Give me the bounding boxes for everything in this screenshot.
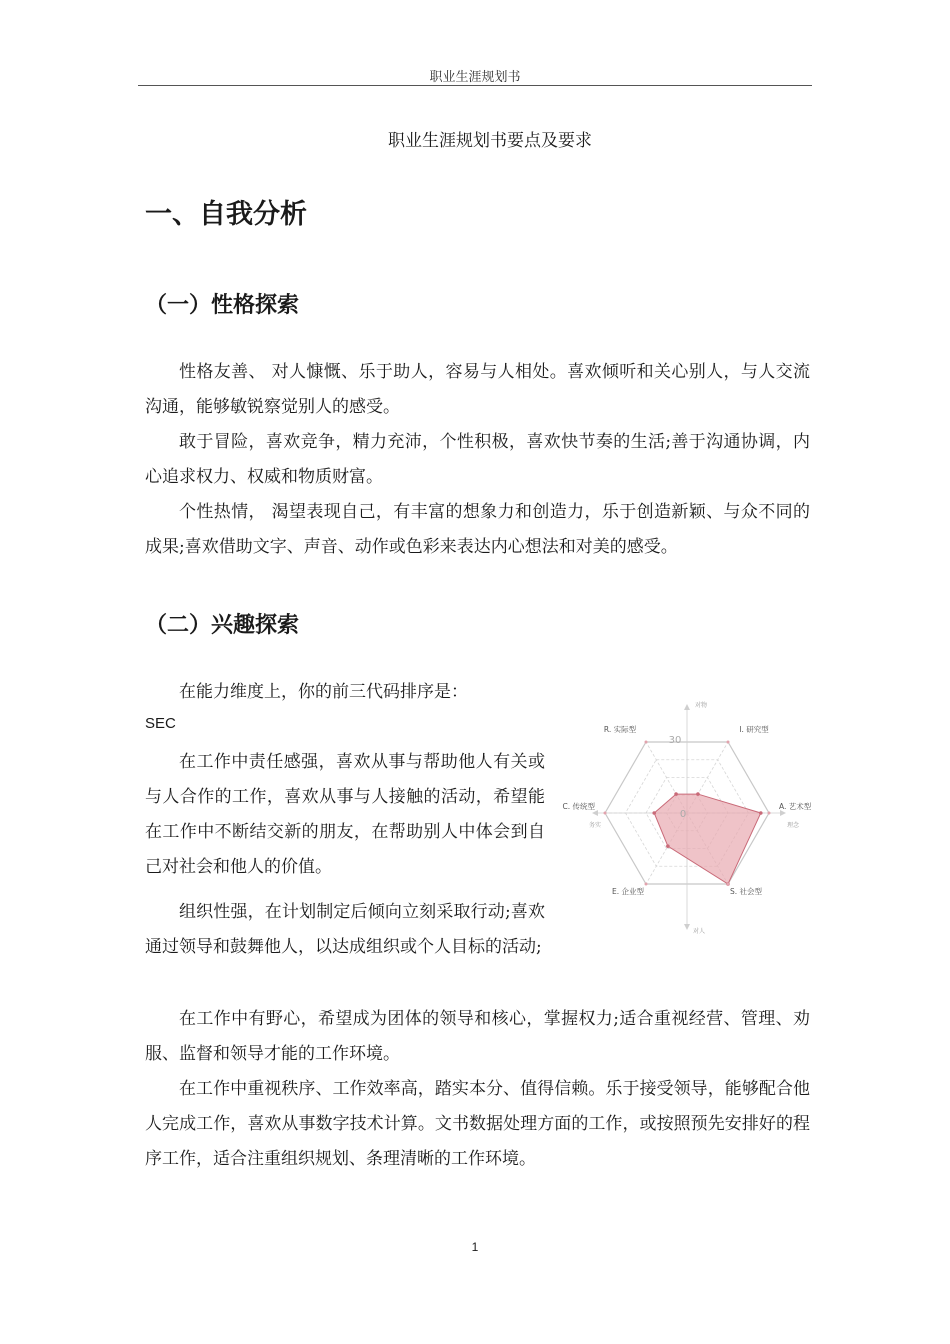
radar-category-label: R. 实际型 <box>603 724 637 734</box>
holland-code: SEC <box>145 715 176 732</box>
radar-vertex-dot <box>604 812 607 815</box>
radar-point <box>652 811 656 815</box>
page-header: 职业生涯规划书 <box>429 70 521 85</box>
subheading-personality: （一）性格探索 <box>145 293 300 318</box>
paragraph: 个性热情， 渴望表现自己，有丰富的想象力和创造力，乐于创造新颖、与众不同的成果;喜欢借助文字、声音、动作或色彩来表达内心想法和对美的感受。 <box>145 502 810 557</box>
header-rule <box>138 85 812 86</box>
paragraph: 在工作中责任感强，喜欢从事与帮助他人有关或与人合作的工作，喜欢从事与人接触的活动，希望能在工作中不断结交新的朋友，在帮助别人中体会到自己对社会和他人的价值。 <box>145 752 545 877</box>
radar-point <box>696 792 700 796</box>
axis-arrow-up <box>684 704 690 710</box>
radar-category-label: A. 艺术型 <box>779 802 812 811</box>
radar-vertex-dot <box>727 883 730 886</box>
holland-radar-chart <box>555 695 820 940</box>
paragraph: 在工作中重视秩序、工作效率高，踏实本分、值得信赖。乐于接受领导，能够配合他人完成工作，喜欢从事数字技术计算。文书数据处理方面的工作，或按照预先安排好的程序工作，适合注重组织规划、条理清晰的工作环境。 <box>145 1079 810 1169</box>
subheading-interest: （二）兴趣探索 <box>145 613 300 638</box>
radar-category-label: C. 传统型 <box>562 802 595 811</box>
paragraph: 性格友善、 对人慷慨、乐于助人，容易与人相处。喜欢倾听和关心别人，与人交流沟通，能够敏锐察觉别人的感受。 <box>145 362 810 417</box>
radar-vertex-dot <box>645 883 648 886</box>
axis-label-top: 对物 <box>694 702 708 709</box>
radar-point <box>666 844 670 848</box>
axis-label-left: 务实 <box>588 822 602 829</box>
radar-vertex-dot <box>768 812 771 815</box>
radar-point <box>759 811 763 815</box>
radar-data-area <box>654 794 761 884</box>
radar-vertex-dot <box>727 740 730 743</box>
axis-label-right: 理念 <box>786 822 800 829</box>
paragraph: 在工作中有野心，希望成为团体的领导和核心，掌握权力;适合重视经营、管理、劝服、监督和领导才能的工作环境。 <box>145 1009 810 1064</box>
radar-category-label: S. 社会型 <box>729 887 763 897</box>
paragraph: 在能力维度上，你的前三代码排序是： <box>179 682 468 702</box>
radar-category-label: E. 企业型 <box>611 887 645 897</box>
section-heading-self-analysis: 一、自我分析 <box>145 199 307 230</box>
paragraph: 组织性强，在计划制定后倾向立刻采取行动;喜欢通过领导和鼓舞他人，以达成组织或个人目标的活动; <box>145 902 545 957</box>
paragraph: 敢于冒险，喜欢竞争，精力充沛，个性积极，喜欢快节奏的生活;善于沟通协调，内心追求权力、权威和物质财富。 <box>145 432 810 487</box>
tick-label-min: 0 <box>679 809 687 820</box>
radar-category-label: I. 研究型 <box>739 724 769 734</box>
radar-point <box>674 792 678 796</box>
tick-label-max: 30 <box>668 735 682 746</box>
page-number: 1 <box>471 1240 479 1254</box>
document-title: 职业生涯规划书要点及要求 <box>388 131 592 151</box>
axis-arrow-down <box>684 924 690 930</box>
radar-vertex-dot <box>645 740 648 743</box>
axis-label-bottom: 对人 <box>692 928 706 935</box>
